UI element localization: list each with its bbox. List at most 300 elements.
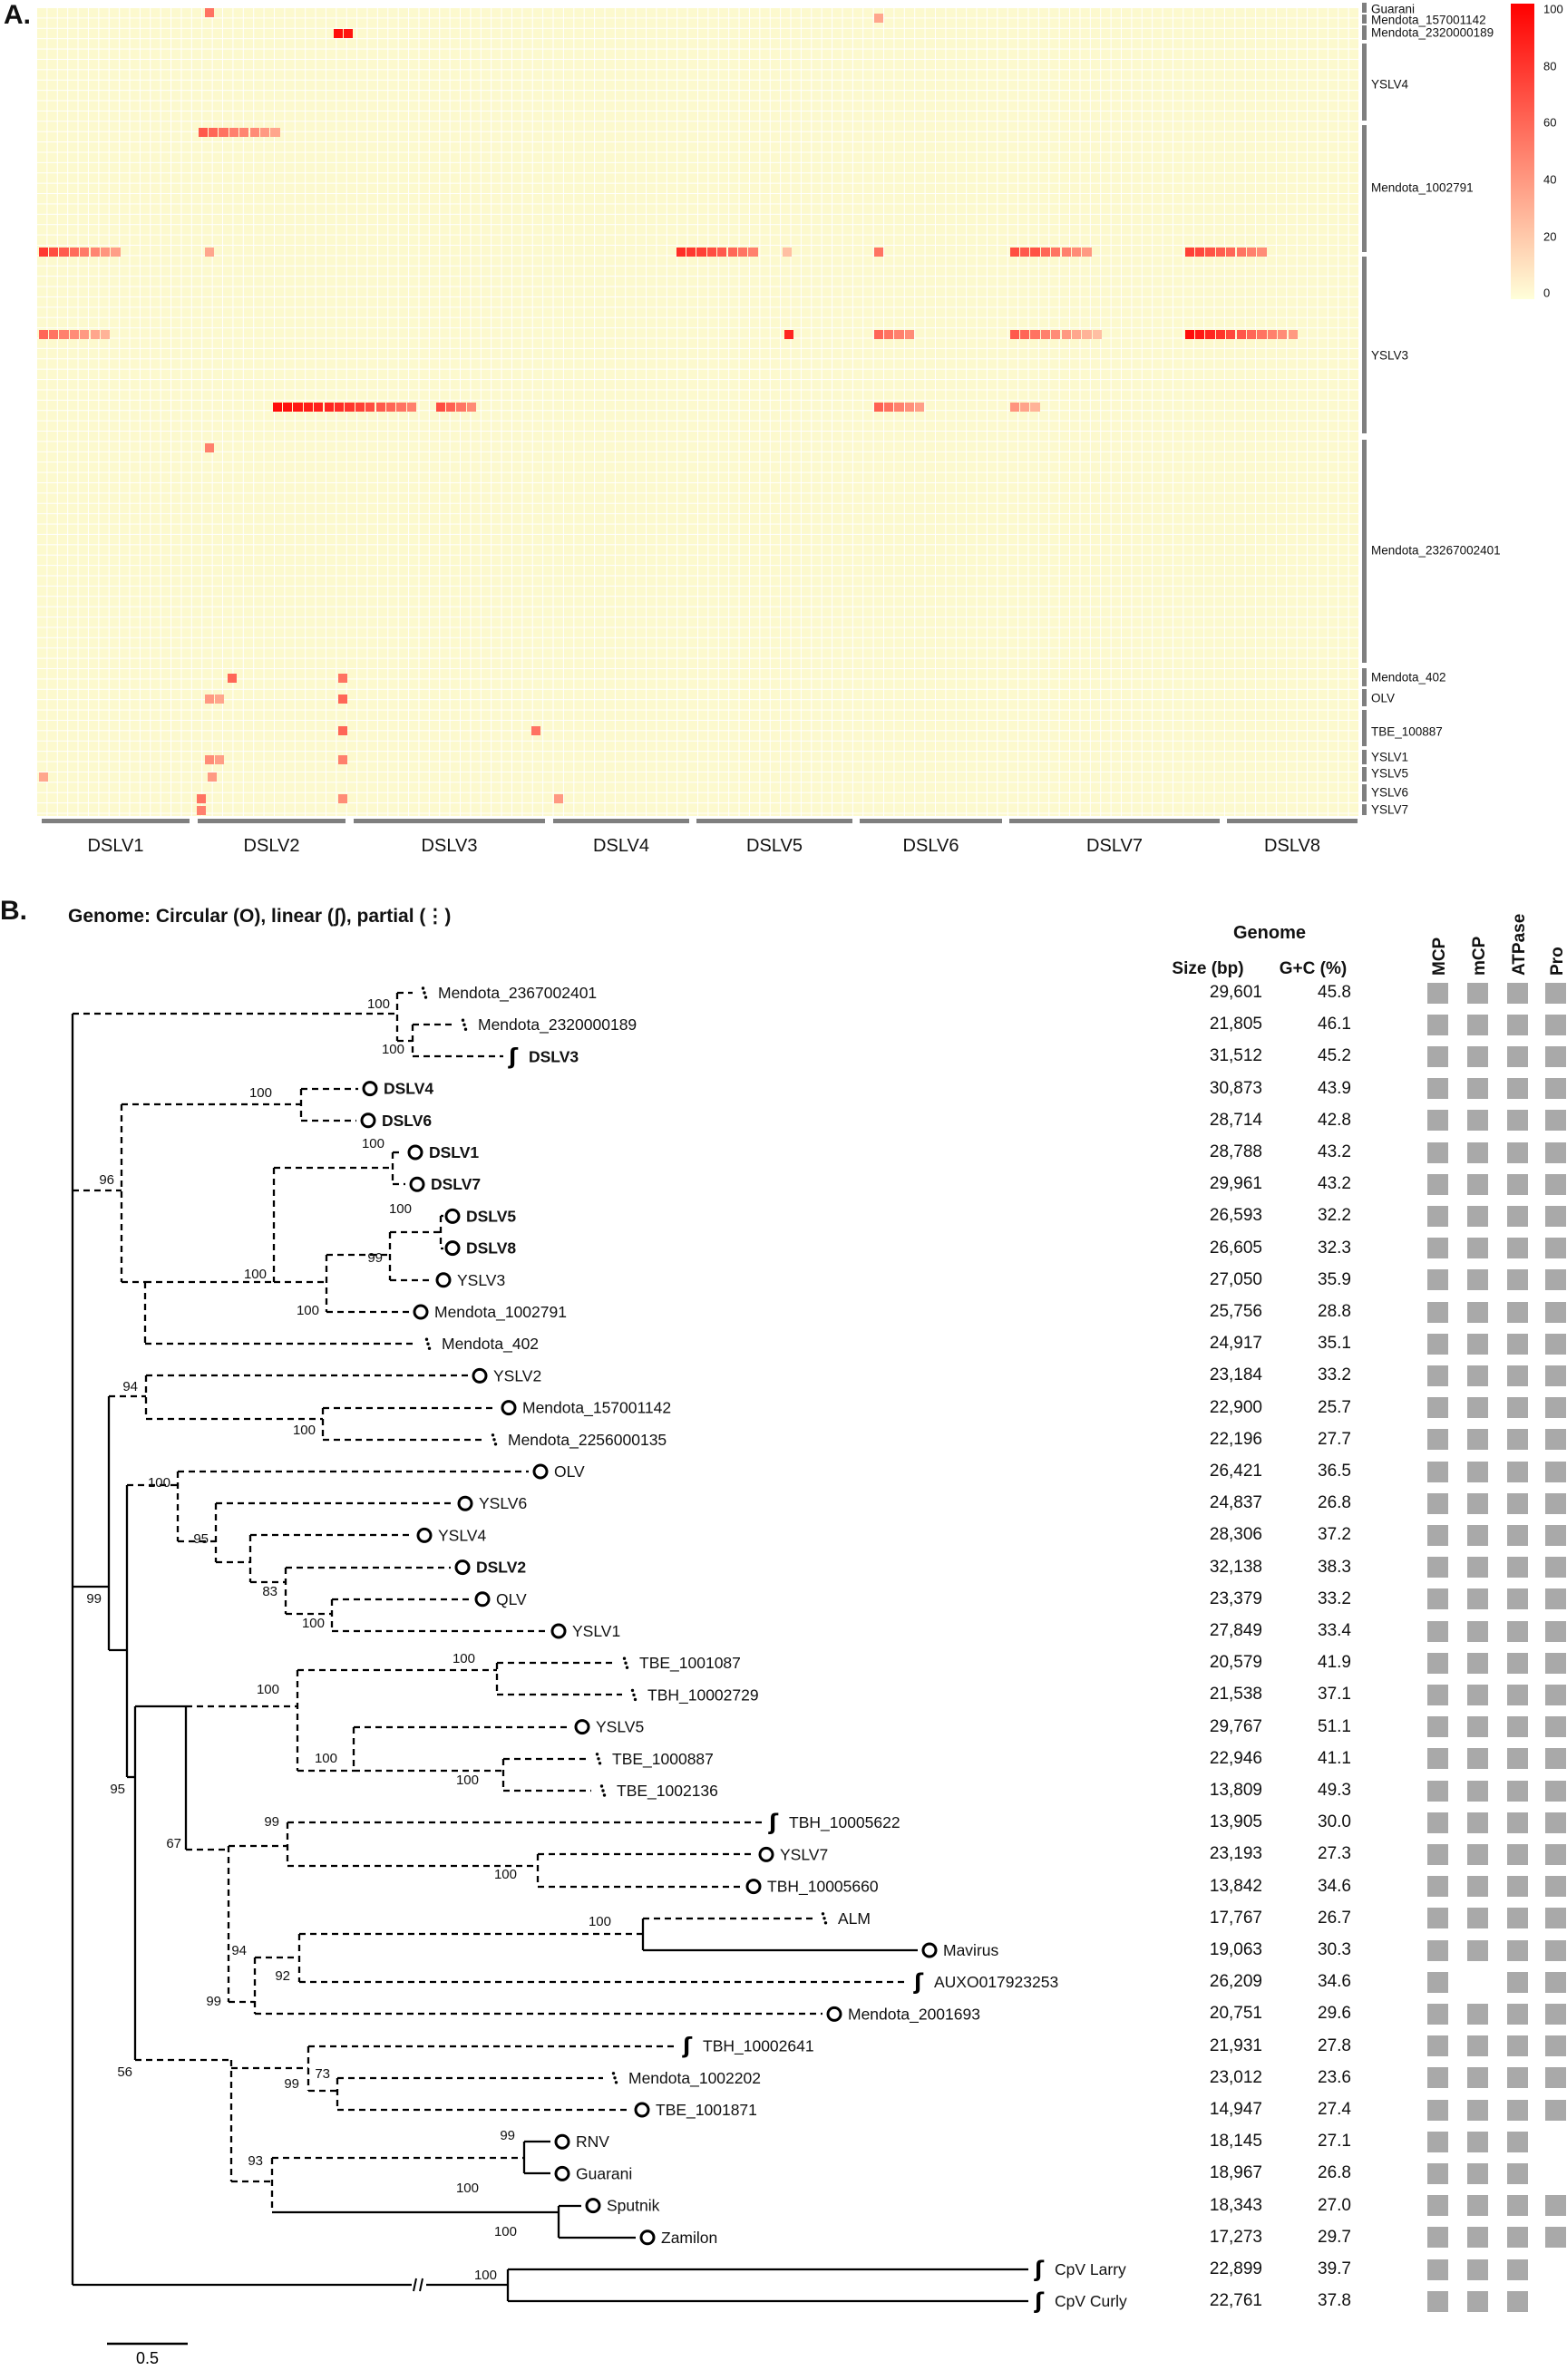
gene-presence-square — [1545, 1046, 1566, 1067]
colorbar-tick-label: 60 — [1543, 115, 1557, 130]
gene-presence-square — [1507, 1685, 1528, 1705]
gc-percent-value: 34.6 — [1318, 1972, 1351, 1992]
bootstrap-value: 99 — [500, 2128, 515, 2143]
bootstrap-value: 83 — [262, 1584, 277, 1599]
gene-presence-square — [1507, 1015, 1528, 1035]
gene-presence-square — [1427, 1525, 1448, 1546]
tip-label: CpV Curly — [1055, 2292, 1127, 2311]
gene-presence-square — [1427, 1174, 1448, 1195]
bootstrap-value: 100 — [473, 2268, 497, 2283]
gene-presence-square — [1467, 983, 1488, 1004]
genome-size-value: 24,837 — [1209, 1493, 1262, 1513]
gene-presence-square — [1545, 2067, 1566, 2088]
gc-percent-value: 38.3 — [1318, 1557, 1351, 1577]
gc-percent-value: 29.6 — [1318, 2004, 1351, 2024]
gene-presence-square — [1545, 983, 1566, 1004]
gene-presence-square — [1427, 1588, 1448, 1609]
bootstrap-value: 100 — [455, 2181, 479, 2196]
tip-label: DSLV3 — [529, 1047, 579, 1066]
gene-presence-square — [1427, 1302, 1448, 1323]
col-group-label: DSLV1 — [87, 836, 144, 856]
genome-size-value: 18,967 — [1209, 2163, 1262, 2183]
bootstrap-value: 100 — [455, 1773, 479, 1788]
tip-label: TBE_1001871 — [656, 2101, 757, 2119]
bootstrap-value: 100 — [147, 1475, 170, 1491]
svg-text:ʃ: ʃ — [509, 1044, 518, 1070]
gene-presence-square — [1545, 1525, 1566, 1546]
gene-presence-square — [1545, 1238, 1566, 1258]
gene-presence-square — [1427, 1334, 1448, 1355]
gene-presence-square — [1507, 1462, 1528, 1482]
gc-percent-value: 43.9 — [1318, 1078, 1351, 1098]
tip-label: TBE_1000887 — [612, 1749, 714, 1768]
bootstrap-value: 100 — [588, 1914, 611, 1929]
gene-presence-square — [1545, 1908, 1566, 1928]
bootstrap-value: 100 — [493, 2224, 517, 2239]
gene-presence-square — [1467, 1462, 1488, 1482]
genome-size-value: 30,873 — [1209, 1078, 1262, 1098]
gene-presence-square — [1467, 1302, 1488, 1323]
gene-presence-square — [1467, 2132, 1488, 2152]
genome-size-value: 32,138 — [1209, 1557, 1262, 1577]
genome-size-value: 21,538 — [1209, 1685, 1262, 1705]
gene-presence-square — [1467, 1844, 1488, 1865]
gene-presence-square — [1427, 2100, 1448, 2121]
genome-size-value: 23,184 — [1209, 1365, 1262, 1385]
gene-presence-square — [1467, 1557, 1488, 1578]
gc-percent-value: 26.8 — [1318, 2163, 1351, 2183]
bootstrap-value: 93 — [248, 2153, 263, 2169]
bootstrap-value: 99 — [86, 1591, 102, 1607]
gene-presence-square — [1467, 1142, 1488, 1163]
gc-percent-value: 49.3 — [1318, 1781, 1351, 1800]
tip-label: Guarani — [576, 2164, 633, 2183]
bootstrap-value: 100 — [292, 1423, 316, 1438]
gene-presence-square — [1507, 1557, 1528, 1578]
gene-presence-square — [1545, 1174, 1566, 1195]
gene-presence-square — [1427, 1238, 1448, 1258]
tip-label: YSLV5 — [596, 1717, 645, 1736]
gene-presence-square — [1507, 1238, 1528, 1258]
tip-label: TBH_10002729 — [647, 1685, 759, 1705]
gc-percent-value: 27.8 — [1318, 2035, 1351, 2055]
table-header-genome: Genome — [1232, 923, 1307, 943]
tip-label: Mendota_402 — [442, 1335, 540, 1354]
gene-presence-square — [1467, 2291, 1488, 2312]
gene-presence-square — [1507, 2132, 1528, 2152]
row-group-label: Mendota_23267002401 — [1371, 543, 1501, 558]
gc-percent-value: 30.3 — [1318, 1940, 1351, 1959]
gene-presence-square — [1467, 1493, 1488, 1514]
genome-size-value: 26,421 — [1209, 1462, 1262, 1481]
scalebar-label: 0.5 — [135, 2349, 160, 2367]
genome-size-value: 22,761 — [1209, 2291, 1262, 2311]
genome-size-value: 19,063 — [1209, 1940, 1262, 1959]
gene-presence-square — [1467, 2100, 1488, 2121]
row-group-label: YSLV3 — [1371, 348, 1409, 363]
gc-percent-value: 32.3 — [1318, 1238, 1351, 1258]
tip-label: CpV Larry — [1055, 2260, 1126, 2278]
gene-presence-square — [1467, 2259, 1488, 2280]
gene-presence-square — [1545, 1716, 1566, 1737]
gene-presence-square — [1427, 2004, 1448, 2025]
genome-size-value: 27,849 — [1209, 1621, 1262, 1640]
genome-size-value: 23,193 — [1209, 1844, 1262, 1864]
gene-presence-square — [1427, 1462, 1448, 1482]
gene-presence-square — [1507, 1908, 1528, 1928]
gene-presence-square — [1507, 1142, 1528, 1163]
gene-presence-square — [1467, 1876, 1488, 1897]
gene-presence-square — [1467, 1588, 1488, 1609]
gc-percent-value: 27.4 — [1318, 2100, 1351, 2119]
bootstrap-value: 94 — [122, 1379, 138, 1394]
gene-presence-square — [1427, 1493, 1448, 1514]
svg-text:ʃ: ʃ — [769, 1810, 778, 1836]
gc-percent-value: 34.6 — [1318, 1876, 1351, 1896]
gene-presence-square — [1507, 1525, 1528, 1546]
gene-presence-square — [1427, 1748, 1448, 1769]
gene-presence-square — [1467, 1174, 1488, 1195]
gene-presence-square — [1427, 1365, 1448, 1386]
bootstrap-value: 56 — [117, 2064, 132, 2080]
gc-percent-value: 45.8 — [1318, 983, 1351, 1002]
row-group-label: OLV — [1371, 691, 1396, 705]
gene-presence-square — [1427, 1269, 1448, 1290]
bootstrap-value: 100 — [243, 1267, 267, 1282]
gc-percent-value: 36.5 — [1318, 1462, 1351, 1481]
gene-presence-square — [1545, 1365, 1566, 1386]
gene-presence-square — [1545, 2100, 1566, 2121]
tip-label: TBH_10002641 — [703, 2036, 814, 2055]
gene-presence-square — [1545, 1110, 1566, 1131]
gene-presence-square — [1507, 2291, 1528, 2312]
bootstrap-value: 100 — [248, 1085, 272, 1101]
gene-presence-square — [1545, 1334, 1566, 1355]
gene-presence-square — [1427, 2132, 1448, 2152]
gene-presence-square — [1545, 1588, 1566, 1609]
gene-presence-square — [1427, 1015, 1448, 1035]
gene-presence-square — [1467, 1015, 1488, 1035]
gene-presence-square — [1545, 1302, 1566, 1323]
gene-presence-square — [1507, 2259, 1528, 2280]
gene-presence-square — [1467, 2004, 1488, 2025]
col-group-label: DSLV6 — [902, 836, 959, 856]
gene-presence-square — [1507, 1334, 1528, 1355]
gc-percent-value: 41.9 — [1318, 1653, 1351, 1673]
svg-text:ʃ: ʃ — [1035, 2257, 1044, 2282]
gene-presence-square — [1545, 1078, 1566, 1099]
genome-size-value: 17,767 — [1209, 1908, 1262, 1928]
gene-presence-square — [1427, 2291, 1448, 2312]
bootstrap-value: 100 — [301, 1616, 325, 1631]
tip-label: YSLV4 — [438, 1526, 487, 1545]
genome-size-value: 29,601 — [1209, 983, 1262, 1002]
genome-size-value: 22,900 — [1209, 1397, 1262, 1417]
gene-presence-square — [1507, 2163, 1528, 2184]
bootstrap-value: 100 — [256, 1682, 279, 1697]
gene-presence-square — [1427, 1812, 1448, 1833]
gene-presence-square — [1507, 1365, 1528, 1386]
colorbar-tick-label: 0 — [1543, 286, 1551, 300]
tip-label: DSLV6 — [382, 1111, 433, 1130]
gc-percent-value: 42.8 — [1318, 1110, 1351, 1130]
tip-label: QLV — [496, 1589, 527, 1608]
col-group-label: DSLV5 — [746, 836, 803, 856]
gene-presence-square — [1427, 1685, 1448, 1705]
gc-percent-value: 43.2 — [1318, 1142, 1351, 1161]
gene-presence-square — [1467, 1238, 1488, 1258]
gene-presence-square — [1507, 2004, 1528, 2025]
gene-presence-square — [1467, 1940, 1488, 1961]
gene-presence-square — [1507, 983, 1528, 1004]
gc-percent-value: 29.7 — [1318, 2227, 1351, 2247]
gc-percent-value: 35.9 — [1318, 1269, 1351, 1289]
gene-presence-square — [1467, 1653, 1488, 1674]
panel-a-label: A. — [4, 0, 31, 30]
bootstrap-value: 100 — [493, 1867, 517, 1882]
gene-presence-square — [1545, 1812, 1566, 1833]
gene-presence-square — [1545, 1685, 1566, 1705]
tip-label: Mavirus — [943, 1941, 999, 1959]
gene-presence-square — [1545, 1206, 1566, 1227]
gene-presence-square — [1427, 1397, 1448, 1418]
genome-size-value: 18,343 — [1209, 2195, 1262, 2215]
gene-presence-square — [1467, 1685, 1488, 1705]
gene-presence-square — [1427, 1110, 1448, 1131]
tip-label: YSLV3 — [457, 1270, 506, 1289]
bootstrap-value: 94 — [231, 1943, 247, 1958]
gene-presence-square — [1545, 1462, 1566, 1482]
col-group-label: DSLV7 — [1086, 836, 1143, 856]
gene-col-header-mcp: mCP — [1470, 936, 1489, 976]
row-group-label: Mendota_402 — [1371, 670, 1446, 685]
gene-presence-square — [1545, 1972, 1566, 1993]
tip-label: Mendota_1002791 — [434, 1303, 567, 1321]
genome-size-value: 24,917 — [1209, 1334, 1262, 1354]
gene-presence-square — [1545, 1748, 1566, 1769]
gene-presence-square — [1545, 1429, 1566, 1450]
gene-presence-square — [1545, 2035, 1566, 2056]
gene-presence-square — [1507, 1781, 1528, 1802]
genome-size-value: 13,842 — [1209, 1876, 1262, 1896]
gene-presence-square — [1467, 1621, 1488, 1642]
genome-size-value: 28,306 — [1209, 1525, 1262, 1545]
gene-presence-square — [1545, 2195, 1566, 2216]
row-group-label: YSLV1 — [1371, 750, 1409, 764]
bootstrap-value: 100 — [361, 1136, 384, 1151]
tip-label: Sputnik — [607, 2196, 660, 2215]
genome-size-value: 21,931 — [1209, 2035, 1262, 2055]
gene-presence-square — [1427, 2195, 1448, 2216]
genome-size-value: 20,751 — [1209, 2004, 1262, 2024]
tip-label: DSLV2 — [476, 1558, 527, 1577]
tip-label: DSLV4 — [384, 1079, 434, 1098]
gene-presence-square — [1427, 1716, 1448, 1737]
col-group-label: DSLV4 — [593, 836, 649, 856]
genome-size-value: 28,714 — [1209, 1110, 1262, 1130]
gene-presence-square — [1467, 2227, 1488, 2248]
tip-label: RNV — [576, 2132, 609, 2152]
row-group-label: Mendota_2320000189 — [1371, 25, 1494, 40]
bootstrap-value: 96 — [99, 1172, 114, 1188]
gene-col-header-mcp: MCP — [1430, 937, 1449, 976]
tip-label: TBE_1002136 — [617, 1782, 718, 1800]
gene-presence-square — [1545, 1397, 1566, 1418]
genome-size-value: 23,012 — [1209, 2067, 1262, 2087]
gc-percent-value: 39.7 — [1318, 2259, 1351, 2278]
genome-size-value: 14,947 — [1209, 2100, 1262, 2119]
tip-label: DSLV1 — [429, 1143, 480, 1161]
gene-presence-square — [1467, 1269, 1488, 1290]
bootstrap-value: 95 — [193, 1531, 209, 1547]
gene-presence-square — [1507, 2035, 1528, 2056]
gene-presence-square — [1545, 2004, 1566, 2025]
gene-presence-square — [1507, 1844, 1528, 1865]
svg-text:ʃ: ʃ — [683, 2033, 692, 2059]
gene-presence-square — [1427, 1557, 1448, 1578]
gene-presence-square — [1507, 1110, 1528, 1131]
tip-label: ALM — [838, 1909, 871, 1928]
gene-presence-square — [1507, 1429, 1528, 1450]
gene-presence-square — [1467, 2163, 1488, 2184]
gene-presence-square — [1427, 1429, 1448, 1450]
bootstrap-value: 100 — [381, 1042, 404, 1057]
gene-presence-square — [1507, 1174, 1528, 1195]
gene-presence-square — [1545, 1557, 1566, 1578]
gc-percent-value: 28.8 — [1318, 1302, 1351, 1321]
genome-size-value: 22,196 — [1209, 1429, 1262, 1449]
gene-presence-square — [1507, 1046, 1528, 1067]
tip-label: Mendota_1002202 — [628, 2068, 761, 2087]
colorbar-tick-label: 20 — [1543, 229, 1557, 244]
colorbar-tick-label: 100 — [1543, 2, 1563, 16]
gene-presence-square — [1507, 1302, 1528, 1323]
gene-presence-square — [1507, 2067, 1528, 2088]
gene-col-header-pro: Pro — [1548, 947, 1567, 976]
gc-percent-value: 33.2 — [1318, 1365, 1351, 1385]
svg-text:ʃ: ʃ — [914, 1969, 923, 1996]
gene-presence-square — [1427, 1142, 1448, 1163]
row-group-label: YSLV6 — [1371, 785, 1409, 800]
bootstrap-value: 99 — [367, 1250, 383, 1266]
genome-size-value: 29,767 — [1209, 1716, 1262, 1736]
gene-presence-square — [1545, 2227, 1566, 2248]
bootstrap-value: 92 — [275, 1968, 290, 1984]
tip-label: Zamilon — [661, 2228, 718, 2247]
gene-presence-square — [1545, 1142, 1566, 1163]
gc-percent-value: 45.2 — [1318, 1046, 1351, 1066]
col-group-label: DSLV2 — [243, 836, 300, 856]
gene-presence-square — [1467, 1046, 1488, 1067]
tip-label: DSLV5 — [466, 1207, 517, 1226]
gene-presence-square — [1427, 1781, 1448, 1802]
row-group-label: Mendota_157001142 — [1371, 13, 1486, 27]
gene-presence-square — [1427, 1046, 1448, 1067]
gene-presence-square — [1467, 1716, 1488, 1737]
gene-presence-square — [1427, 1621, 1448, 1642]
bootstrap-value: 100 — [314, 1751, 337, 1766]
genome-size-value: 20,579 — [1209, 1653, 1262, 1673]
table-header-gc: G+C (%) — [1279, 959, 1348, 978]
gene-presence-square — [1545, 1781, 1566, 1802]
bootstrap-value: 100 — [366, 996, 390, 1012]
gc-percent-value: 33.2 — [1318, 1588, 1351, 1608]
table-header-size: Size (bp) — [1172, 959, 1244, 978]
gene-presence-square — [1427, 1078, 1448, 1099]
genome-size-value: 31,512 — [1209, 1046, 1262, 1066]
genome-size-value: 13,905 — [1209, 1812, 1262, 1832]
gene-presence-square — [1545, 1621, 1566, 1642]
genome-size-value: 26,593 — [1209, 1206, 1262, 1226]
bootstrap-value: 100 — [388, 1201, 412, 1217]
gene-presence-square — [1545, 1493, 1566, 1514]
tip-label: Mendota_2367002401 — [438, 984, 598, 1002]
gene-presence-square — [1545, 1940, 1566, 1961]
gc-percent-value: 27.0 — [1318, 2195, 1351, 2215]
tip-label: AUXO017923253 — [934, 1973, 1059, 1992]
row-group-label: TBE_100887 — [1371, 724, 1443, 739]
tip-label: DSLV8 — [466, 1239, 517, 1258]
gene-presence-square — [1507, 1876, 1528, 1897]
gene-presence-square — [1467, 1812, 1488, 1833]
gene-presence-square — [1467, 1781, 1488, 1802]
gene-presence-square — [1507, 2195, 1528, 2216]
bootstrap-value: 99 — [264, 1814, 279, 1830]
gc-percent-value: 37.2 — [1318, 1525, 1351, 1545]
gene-presence-square — [1467, 1334, 1488, 1355]
gc-percent-value: 23.6 — [1318, 2067, 1351, 2087]
gene-presence-square — [1427, 1844, 1448, 1865]
gene-presence-square — [1467, 2035, 1488, 2056]
genome-size-value: 13,809 — [1209, 1781, 1262, 1800]
gene-presence-square — [1507, 1078, 1528, 1099]
bootstrap-value: 99 — [284, 2076, 299, 2092]
genome-size-value: 18,145 — [1209, 2132, 1262, 2152]
gene-presence-square — [1545, 1653, 1566, 1674]
gene-presence-square — [1427, 2163, 1448, 2184]
gene-presence-square — [1507, 1940, 1528, 1961]
gene-col-header-atpase: ATPase — [1510, 913, 1529, 976]
gene-presence-square — [1507, 2227, 1528, 2248]
gc-percent-value: 46.1 — [1318, 1015, 1351, 1035]
gene-presence-square — [1507, 1972, 1528, 1993]
tip-label: Mendota_2256000135 — [508, 1430, 667, 1449]
gene-presence-square — [1507, 1653, 1528, 1674]
bootstrap-value: 100 — [452, 1651, 475, 1666]
tip-label: TBH_10005660 — [767, 1877, 879, 1896]
gene-presence-square — [1507, 1206, 1528, 1227]
genome-size-value: 25,756 — [1209, 1302, 1262, 1321]
gc-percent-value: 43.2 — [1318, 1174, 1351, 1194]
gene-presence-square — [1427, 1908, 1448, 1928]
gene-presence-square — [1507, 1269, 1528, 1290]
genome-size-value: 28,788 — [1209, 1142, 1262, 1161]
svg-text:ʃ: ʃ — [1035, 2288, 1044, 2315]
gc-percent-value: 27.1 — [1318, 2132, 1351, 2152]
gene-presence-square — [1507, 1716, 1528, 1737]
gc-percent-value: 26.7 — [1318, 1908, 1351, 1928]
gene-presence-square — [1545, 1269, 1566, 1290]
gene-presence-square — [1427, 1206, 1448, 1227]
gene-presence-square — [1507, 2100, 1528, 2121]
gene-presence-square — [1545, 1876, 1566, 1897]
bootstrap-value: 67 — [166, 1836, 181, 1851]
gc-percent-value: 35.1 — [1318, 1334, 1351, 1354]
gene-presence-square — [1467, 1525, 1488, 1546]
gene-presence-square — [1467, 2067, 1488, 2088]
genome-size-value: 29,961 — [1209, 1174, 1262, 1194]
gene-presence-square — [1427, 2227, 1448, 2248]
